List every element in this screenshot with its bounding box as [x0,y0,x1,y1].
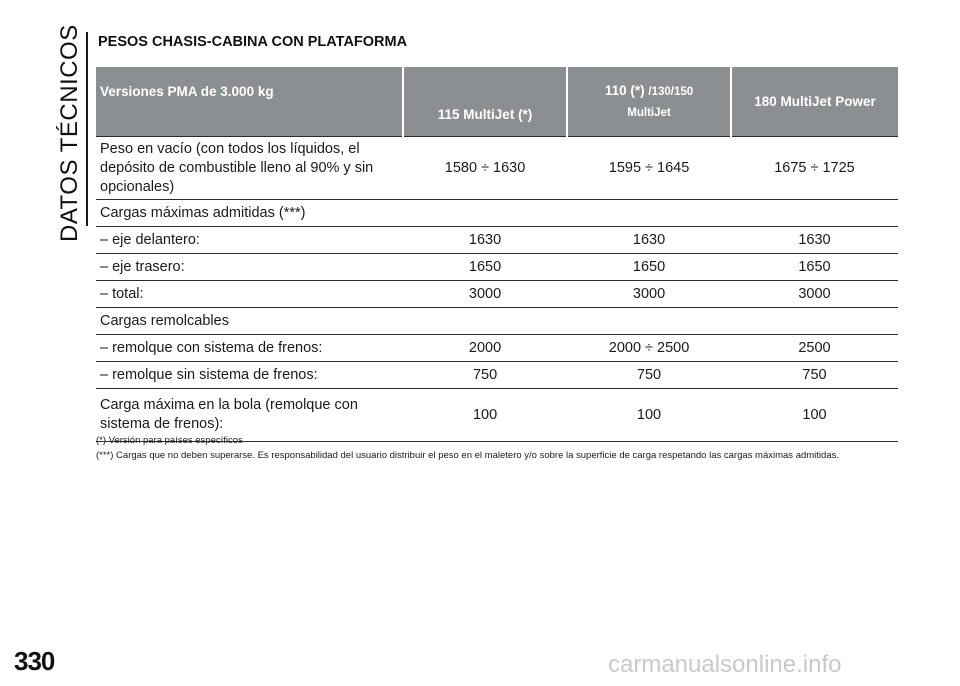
table-row [96,200,898,227]
row-value-v3: 1675 ÷ 1725 [731,137,898,200]
row-value-v3 [731,308,898,335]
row-label: Cargas máximas admitidas (***) [96,200,403,227]
header-versions: Versiones PMA de 3.000 kg [96,67,403,137]
table-row [96,335,898,362]
row-label: – total: [96,281,403,308]
row-value-v3: 750 [731,362,898,389]
section-title: PESOS CHASIS-CABINA CON PLATAFORMA [98,34,408,50]
header-115-multijet: 115 MultiJet (*) [403,67,567,137]
row-label: Peso en vacío (con todos los líquidos, el depósito de combustible lleno al 90% y sin opcionales) [96,137,403,200]
side-section-label: DATOS TÉCNICOS [56,24,83,242]
row-value-v2 [567,200,731,227]
row-value-v1 [403,308,567,335]
table-row [96,281,898,308]
watermark: carmanualsonline.info [608,651,842,678]
row-label: – eje trasero: [96,254,403,281]
header-180-multijet-power: 180 MultiJet Power [731,67,898,137]
header-v2-line2: MultiJet [627,106,671,119]
row-value-v1: 2000 [403,335,567,362]
table-row [96,254,898,281]
row-value-v1: 100 [403,389,567,442]
row-value-v3: 2500 [731,335,898,362]
row-value-v3 [731,200,898,227]
row-value-v2: 750 [567,362,731,389]
row-value-v2: 1595 ÷ 1645 [567,137,731,200]
row-label: – remolque con sistema de frenos: [96,335,403,362]
header-v2-main: 110 (*) [604,82,649,98]
row-value-v2: 1630 [567,227,731,254]
table-row [96,362,898,389]
row-value-v2: 100 [567,389,731,442]
row-value-v3: 1630 [731,227,898,254]
row-value-v1: 750 [403,362,567,389]
row-value-v3: 3000 [731,281,898,308]
table-header-row [96,67,898,137]
footnote-countries: (*) Versión para países específicos [96,435,243,446]
row-label: Carga máxima en la bola (remolque con sistema de frenos): [96,389,403,442]
row-value-v1: 1580 ÷ 1630 [403,137,567,200]
table-row [96,308,898,335]
row-value-v1: 3000 [403,281,567,308]
weights-table [96,67,898,442]
row-value-v2 [567,308,731,335]
row-label: – remolque sin sistema de frenos: [96,362,403,389]
row-value-v1: 1630 [403,227,567,254]
row-value-v2: 3000 [567,281,731,308]
table-row [96,137,898,200]
row-value-v1: 1650 [403,254,567,281]
footnote-max-loads: (***) Cargas que no deben superarse. Es responsabilidad del usuario distribuir el peso en el maletero y/o sobre la superficie de carga respetando las cargas máximas admitidas. [96,450,839,461]
side-divider [86,32,88,226]
row-label: – eje delantero: [96,227,403,254]
row-value-v3: 100 [731,389,898,442]
side-section-title [52,24,88,242]
header-110-130-150-multijet [567,67,731,137]
table-row [96,227,898,254]
row-value-v3: 1650 [731,254,898,281]
header-v2-small: /130/150 [648,85,694,98]
row-value-v1 [403,200,567,227]
row-value-v2: 2000 ÷ 2500 [567,335,731,362]
row-value-v2: 1650 [567,254,731,281]
footnotes [96,433,916,463]
row-label: Cargas remolcables [96,308,403,335]
page-number: 330 [14,646,55,676]
